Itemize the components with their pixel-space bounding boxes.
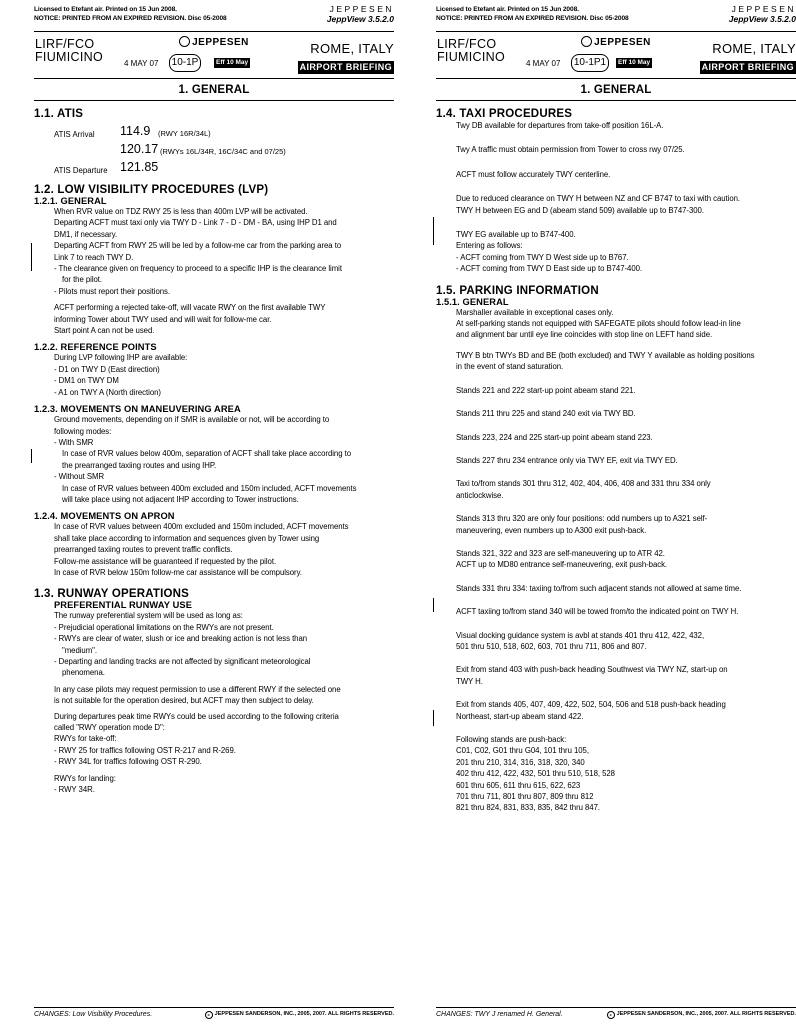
atis-arrival-row-2: 120.17 (RWYs 16L/34R, 16C/34C and 07/25)	[120, 142, 286, 156]
jeppesen-logo: JEPPESEN	[436, 36, 796, 48]
atis-arrival-row: ATIS Arrival 114.9 (RWY 16R/34L)	[54, 124, 211, 139]
airport-briefing-badge: AIRPORT BRIEFING	[299, 62, 392, 72]
jeppview-brand: JEPPESEN JeppView 3.5.2.0	[326, 4, 394, 24]
heading-lvp: 1.2. LOW VISIBILITY PROCEDURES (LVP)	[34, 184, 269, 196]
copyright: c JEPPESEN SANDERSON, INC., 2005, 2007. ALL RIGHTS RESERVED.	[205, 1011, 394, 1019]
heading-preferential-runway: PREFERENTIAL RUNWAY USE	[54, 600, 192, 611]
change-bar	[433, 598, 434, 612]
heading-parking-information: 1.5. PARKING INFORMATION	[436, 284, 599, 297]
divider	[436, 100, 796, 101]
change-bar	[433, 217, 434, 245]
section-title: 1. GENERAL	[580, 84, 652, 96]
parking-general-text: Marshaller available in exceptional cases only. At self-parking stands not equipped with SAFEGATE pilots should follow lead-in line and alignment bar until eye line coincides with stop line on LEFT hand side. TWY B btn TWYs BD and BE (both excluded) and TWY Y available as holding positions in the event of stand saturation. Stands 221 and 222 start-up point abeam stand 221. Stands 211 thru 225 and stand 240 exit via TWY BD. Stands 223, 224 and 225 start-up point abeam stand 223. Stands 227 thru 234 entrance only via TWY EF, exit via TWY ED. Taxi to/from stands 301 thru 312, 402, 404, 406, 408 and 331 thru 334 only anticlockwise. Stands 313 thru 320 are only four positions: odd numbers up to A321 self- maneuvering, even numbers up to A300 exit push-back. Stands 321, 322 and 323 are self-maneuvering up to ATR 42. ACFT up to MD80 entrance self-maneuvering, exit push-back. Stands 331 thru 334: taxiing to/from such adjacent stands not allowed at same time. ACFT taxiing to/from stand 340 will be towed from/to the indicated point on TWY H. Visual docking guidance system is avbl at stands 401 thru 412, 422, 432, 501 thru 510, 518, 602, 603, 701 thru 711, 806 and 807. Exit from stand 403 with push-back heading Southwest via TWY NZ, start-up on TWY H. Exit from stands 405, 407, 409, 422, 502, 504, 506 and 518 push-back heading Northeast, start-up abeam stand 422. Following stands are push-back: C01, C02, G01 thru G04, 101 thru 105, 201 thru 210, 314, 316, 318, 320, 340 402 thru 412, 422, 432, 501 thru 510, 518, 528 601 thru 605, 611 thru 615, 622, 623 701 thru 711, 801 thru 807, 809 thru 812 821 thru 824, 831, 833, 835, 842 thru 847.	[456, 307, 755, 813]
copyright-icon: c	[607, 1011, 615, 1019]
right-chart-page	[436, 0, 796, 1024]
change-bar	[31, 449, 32, 463]
right-content	[436, 108, 796, 814]
divider	[436, 78, 796, 79]
jeppview-brand: JEPPESEN JeppView 3.5.2.0	[728, 4, 796, 24]
left-chart-page	[34, 0, 394, 1024]
airport-id: LIRF/FCO FIUMICINO	[437, 37, 505, 64]
heading-parking-general: 1.5.1. GENERAL	[436, 296, 509, 307]
chart-date: 4 MAY 07	[526, 59, 561, 68]
lvp-general-text: When RVR value on TDZ RWY 25 is less than 400m LVP will be activated. Departing ACFT must taxi only via TWY D - Link 7 - D - DM - BA, using IHP D1 and DM1, if necessary. Departing ACFT from RWY 25 will be led by a follow-me car from the parking area to Link 7 to reach TWY D. - The clearance given on frequency to proceed to a specific IHP is the clearance limit for the pilot. - Pilots must report their positions. ACFT performing a rejected take-off, will vacate RWY on the first available TWY informing Tower about TWY used and will wait for follow-me car. Start point A can not be used.	[54, 207, 342, 336]
heading-lvp-general: 1.2.1. GENERAL	[34, 196, 107, 206]
apron-text: In case of RVR values between 400m excluded and 150m included, ACFT movements shall take place according to information and sequences given by Tower using prearranged taxiing routes to prevent traffic conflicts. Follow-me assistance will be guaranteed if requested by the pilot. In case of RVR below 150m follow-me car assistance will be compulsory.	[54, 522, 349, 577]
change-bar	[433, 710, 434, 726]
city-country: ROME, ITALY	[310, 41, 394, 56]
copyright: c JEPPESEN SANDERSON, INC., 2005, 2007. ALL RIGHTS RESERVED.	[607, 1011, 796, 1019]
chart-index: 10-1P1	[571, 54, 609, 72]
city-country: ROME, ITALY	[712, 41, 796, 56]
heading-runway-operations: 1.3. RUNWAY OPERATIONS	[34, 588, 190, 601]
change-bar	[31, 243, 32, 271]
changes-note: CHANGES: Low Visibility Procedures.	[34, 1011, 153, 1018]
effective-date: Eff 10 May	[618, 59, 651, 66]
airport-briefing-badge: AIRPORT BRIEFING	[701, 62, 794, 72]
divider	[34, 31, 394, 32]
heading-maneuvering-area: 1.2.3. MOVEMENTS ON MANEUVERING AREA	[34, 404, 241, 415]
divider	[34, 78, 394, 79]
license-notice: Licensed to Etefant air. Printed on 15 Jun 2008. NOTICE: PRINTED FROM AN EXPIRED REVISION. Disc 05-2008	[34, 6, 227, 22]
maneuvering-area-text: Ground movements, depending on if SMR is available or not, will be according to following modes: - With SMR In case of RVR values below 400m, separation of ACFT shall take place according to the prearranged taxiing routes and using IHP. - Without SMR In case of RVR values between 400m excluded and 150m included, ACFT movements will take place using not adjacent IHP according to Tower instructions.	[54, 415, 357, 504]
section-title: 1. GENERAL	[178, 84, 250, 96]
divider	[34, 100, 394, 101]
taxi-procedures-text: Twy DB available for departures from take-off position 16L-A. Twy A traffic must obtain permission from Tower to cross rwy 07/25. ACFT must follow accurately TWY centerline. Due to reduced clearance on TWY H between NZ and CF B747 to taxi with caution. TWY H between EG and D (abeam stand 509) available up to B747-300. TWY EG available up to B747-400. Entering as follows: - ACFT coming from TWY D West side up to B767. - ACFT coming from TWY D East side up to B747-400.	[456, 121, 741, 274]
effective-date: Eff 10 May	[216, 59, 249, 66]
airport-id: LIRF/FCO FIUMICINO	[35, 37, 103, 64]
atis-departure-row: ATIS Departure 121.85	[54, 160, 159, 175]
changes-note: CHANGES: TWY J renamed H. General.	[436, 1011, 563, 1018]
heading-apron: 1.2.4. MOVEMENTS ON APRON	[34, 511, 175, 522]
preferential-runway-text: The runway preferential system will be used as long as: - Prejudicial operational limitations on the RWYs are not present. - RWYs are clear of water, slush or ice and breaking action is not less than "medium". - Departing and landing tracks are not affected by significant meteorological phenomena. In any case pilots may request permission to use a different RWY if the selected one is not suitable for the operation desired, but ACFT may then subject to delay. During departures peak time RWYs could be used according to the following criteria called "RWY operation mode D": RWYs for take-off: - RWY 25 for traffics following OST R-217 and R-269. - RWY 34L for traffics following OST R-290. RWYs for landing: - RWY 34R.	[54, 611, 341, 795]
copyright-icon: c	[205, 1011, 213, 1019]
jeppesen-logo: JEPPESEN	[34, 36, 394, 48]
left-content	[34, 108, 394, 795]
chart-date: 4 MAY 07	[124, 59, 159, 68]
footer-divider	[436, 1007, 796, 1008]
heading-atis: 1.1. ATIS	[34, 108, 84, 120]
heading-taxi-procedures: 1.4. TAXI PROCEDURES	[436, 108, 573, 120]
divider	[436, 31, 796, 32]
chart-index: 10-1P	[169, 54, 201, 72]
footer-divider	[34, 1007, 394, 1008]
license-notice: Licensed to Etefant air. Printed on 15 Jun 2008. NOTICE: PRINTED FROM AN EXPIRED REVISION. Disc 05-2008	[436, 6, 629, 22]
reference-points-text: During LVP following IHP are available: - D1 on TWY D (East direction) - DM1 on TWY DM - A1 on TWY A (North direction)	[54, 353, 188, 397]
heading-reference-points: 1.2.2. REFERENCE POINTS	[34, 342, 157, 353]
